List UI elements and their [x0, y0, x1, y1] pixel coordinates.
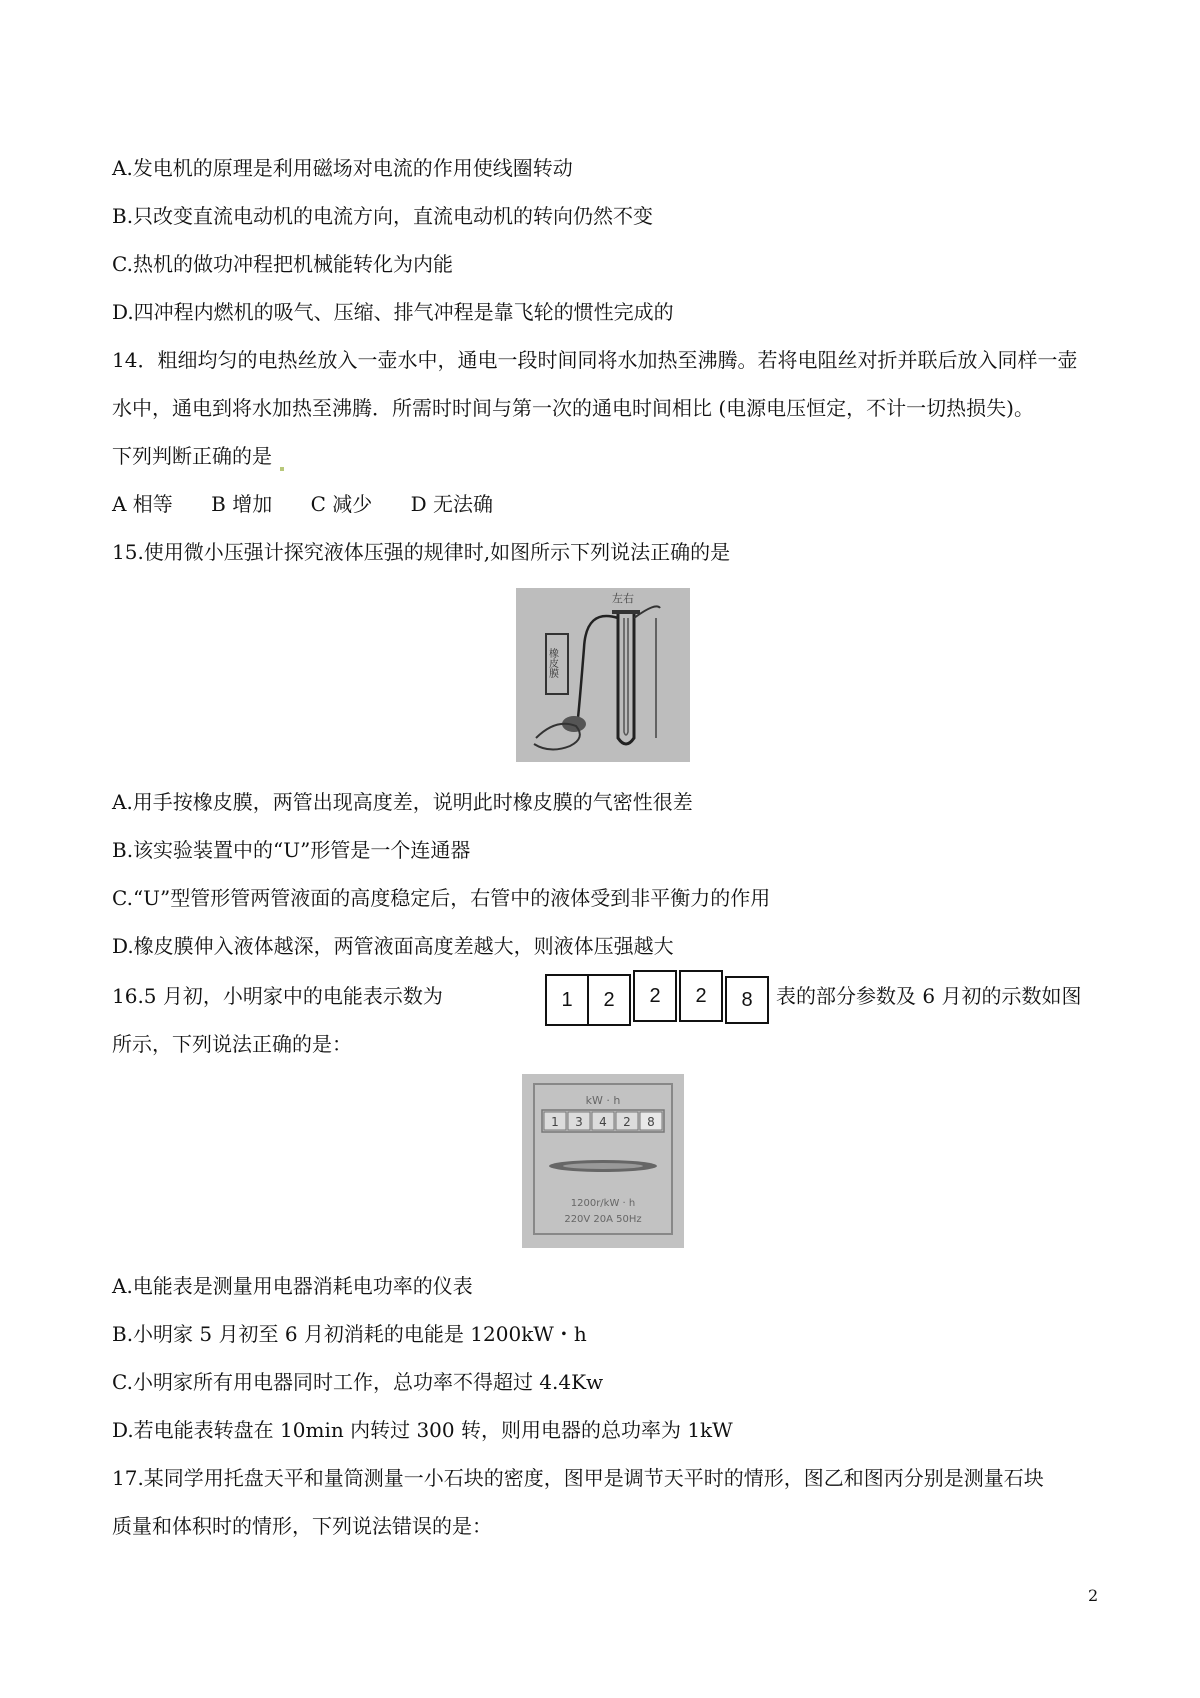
meter-spec: 220V 20A 50Hz	[564, 1214, 642, 1225]
q16-stem-right: 表的部分参数及 6 月初的示数如图	[776, 984, 1082, 1008]
meter-figure-digit: 4	[599, 1115, 607, 1129]
figure-label-side: 橡皮膜	[546, 648, 558, 678]
q17-stem-line2: 质量和体积时的情形，下列说法错误的是：	[112, 1514, 492, 1538]
figure-label-top: 左右	[612, 592, 634, 605]
q16-stem-left: 16.5 月初，小明家中的电能表示数为	[112, 984, 443, 1008]
q15-option-d: D.橡皮膜伸入液体越深，两管液面高度差越大，则液体压强越大	[112, 934, 674, 958]
q17-stem-line1: 17.某同学用托盘天平和量筒测量一小石块的密度，图甲是调节天平时的情形，图乙和图丙分别是测量石块	[112, 1466, 1044, 1490]
q14-stem-line3-text: 下列判断正确的是	[112, 444, 272, 468]
q14-option-c: C 减少	[310, 492, 373, 516]
q16-option-a: A.电能表是测量用电器消耗电功率的仪表	[112, 1274, 473, 1298]
q13-option-d: D.四冲程内燃机的吸气、压缩、排气冲程是靠飞轮的惯性完成的	[112, 300, 674, 324]
meter-digit: 2	[679, 970, 723, 1022]
meter-rating: 1200r/kW · h	[570, 1198, 636, 1209]
q14-option-a: A 相等	[112, 492, 173, 516]
electric-meter-drawing	[522, 1074, 684, 1248]
page-number: 2	[1088, 1586, 1099, 1605]
q14-option-d: D 无法确	[410, 492, 494, 516]
q14-options	[112, 490, 493, 518]
q13-option-c: C.热机的做功冲程把机械能转化为内能	[112, 252, 453, 276]
meter-figure-digit: 2	[623, 1115, 631, 1129]
q14-stem-line1: 14．粗细均匀的电热丝放入一壶水中，通电一段时间同将水加热至沸腾。若将电阻丝对折并联后放入同样一壶	[112, 348, 1078, 372]
meter-digit: 1	[545, 974, 589, 1026]
meter-figure-digit: 8	[647, 1115, 655, 1129]
electric-meter-figure	[522, 1074, 684, 1248]
meter-figure-digit: 1	[551, 1115, 559, 1129]
meter-digit: 2	[587, 974, 631, 1026]
q16-option-d: D.若电能表转盘在 10min 内转过 300 转，则用电器的总功率为 1kW	[112, 1418, 733, 1442]
q16-option-b: B.小明家 5 月初至 6 月初消耗的电能是 1200kW・h	[112, 1322, 587, 1346]
q14-option-b: B 增加	[211, 492, 273, 516]
q13-option-a: A.发电机的原理是利用磁场对电流的作用使线圈转动	[112, 156, 573, 180]
q15-stem: 15.使用微小压强计探究液体压强的规律时,如图所示下列说法正确的是	[112, 540, 731, 564]
pressure-gauge-figure	[516, 588, 690, 762]
q14-stem-line2: 水中，通电到将水加热至沸腾．所需时时间与第一次的通电时间相比 (电源电压恒定，不计一切热损失)。	[112, 396, 1034, 420]
q14-stem-line3	[112, 442, 284, 471]
meter-figure-digit: 3	[575, 1115, 583, 1129]
q16-option-c: C.小明家所有用电器同时工作，总功率不得超过 4.4Kw	[112, 1370, 604, 1394]
meter-digit: 2	[633, 970, 677, 1022]
meter-digit: 8	[725, 976, 769, 1024]
q16-stem-line2: 所示，下列说法正确的是：	[112, 1032, 352, 1056]
q15-option-c: C.“U”型管形管两管液面的高度稳定后，右管中的液体受到非平衡力的作用	[112, 886, 771, 910]
q15-option-a: A.用手按橡皮膜，两管出现高度差，说明此时橡皮膜的气密性很差	[112, 790, 693, 814]
q13-option-b: B.只改变直流电动机的电流方向，直流电动机的转向仍然不变	[112, 204, 654, 228]
q15-option-b: B.该实验装置中的“U”形管是一个连通器	[112, 838, 471, 862]
meter-unit-label: kW · h	[585, 1094, 621, 1107]
scan-mark	[280, 467, 284, 471]
u-tube-manometer-drawing	[516, 588, 690, 762]
